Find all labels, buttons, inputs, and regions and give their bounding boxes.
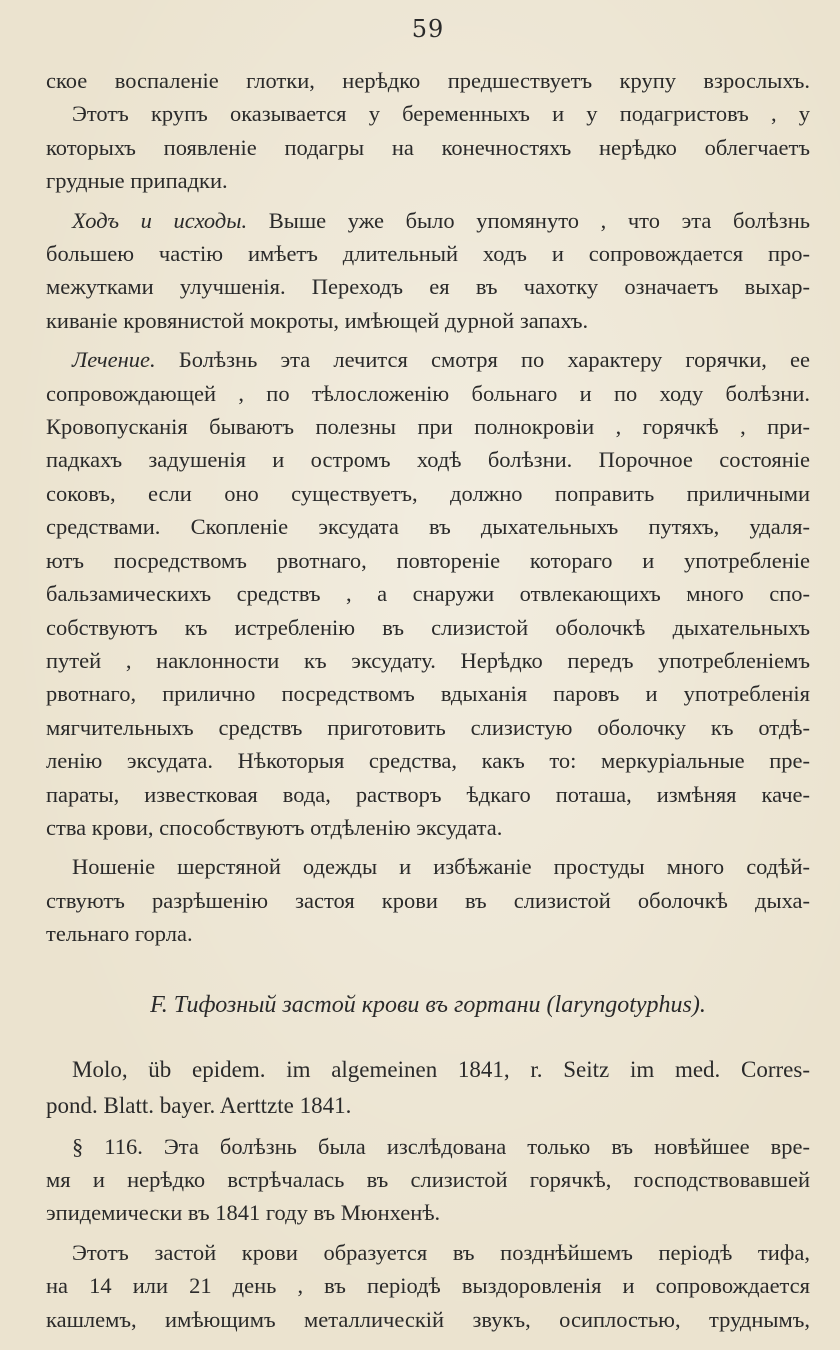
- text-line: тельнаго горла.: [46, 921, 193, 947]
- text-line: параты, известковая вода, растворъ ѣдкаго поташа, измѣняя каче-: [46, 781, 810, 807]
- text-line: pond. Blatt. bayer. Aerttzte 1841.: [46, 1092, 352, 1118]
- text-line: эпидемически въ 1841 году въ Мюнхенѣ.: [46, 1200, 441, 1226]
- text-fragment: Выше уже было упомянуто , что эта болѣзнь: [247, 207, 811, 233]
- text-line: грудные припадки.: [46, 168, 228, 194]
- text-line: соковъ, если оно существуетъ, должно поправить приличными: [46, 480, 810, 506]
- text-line: ства крови, способствуютъ отдѣленію эксудата.: [46, 814, 503, 840]
- text-line: Этотъ крупъ оказывается у беременныхъ и у подагристовъ , у: [72, 101, 810, 127]
- paragraph-course: [46, 1236, 810, 1336]
- text-line: киваніе кровянистой мокроты, имѣющей дурной запахъ.: [46, 307, 589, 333]
- text-line: сопровождающей , по тѣлосложенію больнаго и по ходу болѣзни.: [46, 380, 810, 406]
- text-line: средствами. Скопленіе эксудата въ дыхательныхъ путяхъ, удаля-: [46, 514, 810, 540]
- text-line: [46, 343, 810, 376]
- text-line: [46, 204, 810, 237]
- text-line: на 14 или 21 день , въ періодѣ выздоровленія и сопровождается: [46, 1273, 810, 1299]
- text-line: кашлемъ, имѣющимъ металлическій звукъ, осиплостью, труднымъ,: [46, 1306, 810, 1332]
- text-line: ленію эксудата. Нѣкоторыя средства, какъ то: меркуріальные пре-: [46, 748, 810, 774]
- paragraph-prevention: [46, 850, 810, 950]
- text-line: межутками улучшенія. Переходъ ея въ чахотку означаетъ выхар-: [46, 274, 810, 300]
- text-line: Ношеніе шерстяной одежды и избѣжаніе простуды много содѣй-: [72, 854, 810, 880]
- text-line: собствуютъ къ истребленію въ слизистой оболочкѣ дыхательныхъ: [46, 614, 810, 640]
- text-line: которыхъ появленіе подагры на конечностяхъ нерѣдко облегчаетъ: [46, 134, 810, 160]
- text-line: рвотнаго, прилично посредствомъ вдыханія паровъ и употребленія: [46, 681, 810, 707]
- text-line: бальзамическихъ средствъ , а снаружи отвлекающихъ много спо-: [46, 581, 810, 607]
- text-line: Molo, üb epidem. im algemeinen 1841, r. Seitz im med. Corres-: [72, 1056, 810, 1082]
- run-in-heading: Лечение.: [72, 347, 156, 373]
- text-line: мягчительныхъ средствъ приготовить слизистую оболочку къ отдѣ-: [46, 714, 810, 740]
- text-line: падкахъ задушенія и остромъ ходѣ болѣзни. Порочное состояніе: [46, 447, 810, 473]
- text-line: мя и нерѣдко встрѣчалась въ слизистой горячкѣ, господствовавшей: [46, 1166, 810, 1192]
- section-heading: F. Тифозный застой крови въ гортани (laryngotyphus).: [150, 991, 706, 1018]
- text-line: ское воспаленіе глотки, нерѣдко предшествуетъ крупу взрослыхъ.: [46, 68, 810, 93]
- paragraph-section-116: [46, 1130, 810, 1230]
- text-fragment: Болѣзнь эта лечится смотря по характеру горячки, ее: [155, 347, 810, 373]
- reference-citation: [46, 1052, 810, 1124]
- paragraph-treatment: [46, 343, 810, 844]
- page-number: 59: [411, 15, 445, 43]
- text-line: ствуютъ разрѣшенію застоя крови въ слизистой оболочкѣ дыха-: [46, 887, 810, 913]
- text-line: § 116. Эта болѣзнь была изслѣдована только въ новѣйшее вре-: [72, 1133, 810, 1159]
- text-line: большею частію имѣетъ длительный ходъ и сопровождается про-: [46, 241, 810, 267]
- text-line: путей , наклонности къ эксудату. Нерѣдко передъ употребленіемъ: [46, 647, 810, 673]
- paragraph-course-outcomes: [46, 204, 810, 338]
- paragraph-1: [46, 64, 810, 198]
- run-in-heading: Ходъ и исходы.: [72, 207, 248, 233]
- text-line: Этотъ застой крови образуется въ позднѣйшемъ періодѣ тифа,: [72, 1239, 810, 1265]
- text-line: Кровопусканія бываютъ полезны при полнокровіи , горячкѣ , при-: [46, 414, 810, 440]
- text-line: ютъ посредствомъ рвотнаго, повтореніе котораго и употребленіе: [46, 547, 810, 573]
